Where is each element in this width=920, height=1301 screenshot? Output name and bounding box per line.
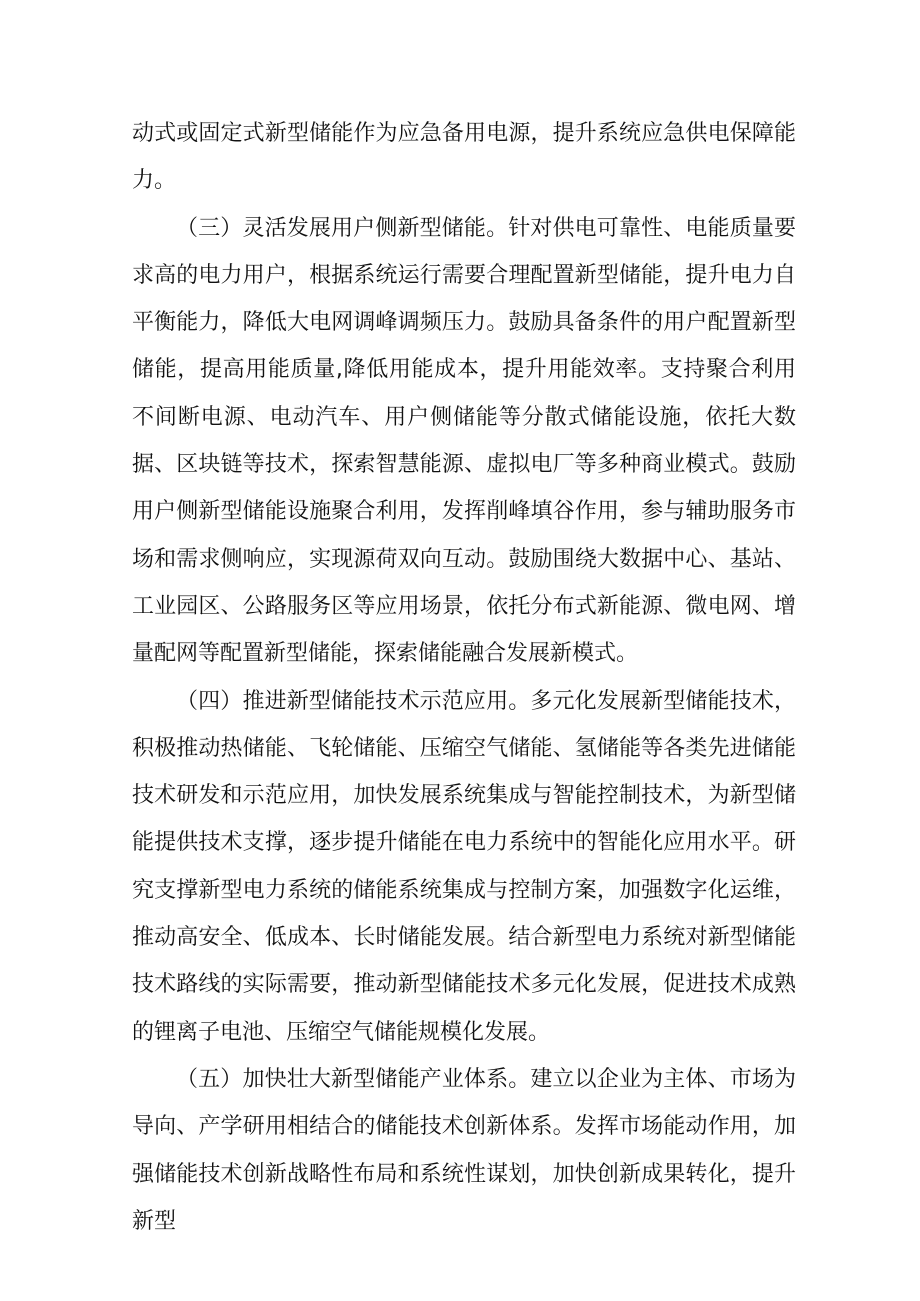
paragraph-section-3: （三）灵活发展用户侧新型储能。针对供电可靠性、电能质量要求高的电力用户，根据系统运行需要合理配置新型储能，提升电力自平衡能力，降低大电网调峰调频压力。鼓励具备条件的用户配置新型储能，提高用能质量,降低用能成本，提升用能效率。支持聚合利用不间断电源、电动汽车、用户侧储能等分散式储能设施，依托大数据、区块链等技术，探索智慧能源、虚拟电厂等多种商业模式。鼓励用户侧新型储能设施聚合利用，发挥削峰填谷作用，参与辅助服务市场和需求侧响应，实现源荷双向互动。鼓励围绕大数据中心、基站、工业园区、公路服务区等应用场景，依托分布式新能源、微电网、增量配网等配置新型储能，探索储能融合发展新模式。 (132, 215, 796, 667)
paragraph-continuation: 动式或固定式新型储能作为应急备用电源，提升系统应急供电保障能力。 (132, 121, 796, 194)
paragraph-section-4: （四）推进新型储能技术示范应用。多元化发展新型储能技术，积极推动热储能、飞轮储能、压缩空气储能、氢储能等各类先进储能技术研发和示范应用，加快发展系统集成与智能控制技术，为新型储能提供技术支撑，逐步提升储能在电力系统中的智能化应用水平。研究支撑新型电力系统的储能系统集成与控制方案，加强数字化运维，推动高安全、低成本、长时储能发展。结合新型电力系统对新型储能技术路线的实际需要，推动新型储能技术多元化发展，促进技术成熟的锂离子电池、压缩空气储能规模化发展。 (132, 688, 796, 1045)
document-body (132, 110, 796, 1245)
paragraph-section-5: （五）加快壮大新型储能产业体系。建立以企业为主体、市场为导向、产学研用相结合的储能技术创新体系。发挥市场能动作用，加强储能技术创新战略性布局和系统性谋划，加快创新成果转化，提升新型 (132, 1066, 796, 1234)
